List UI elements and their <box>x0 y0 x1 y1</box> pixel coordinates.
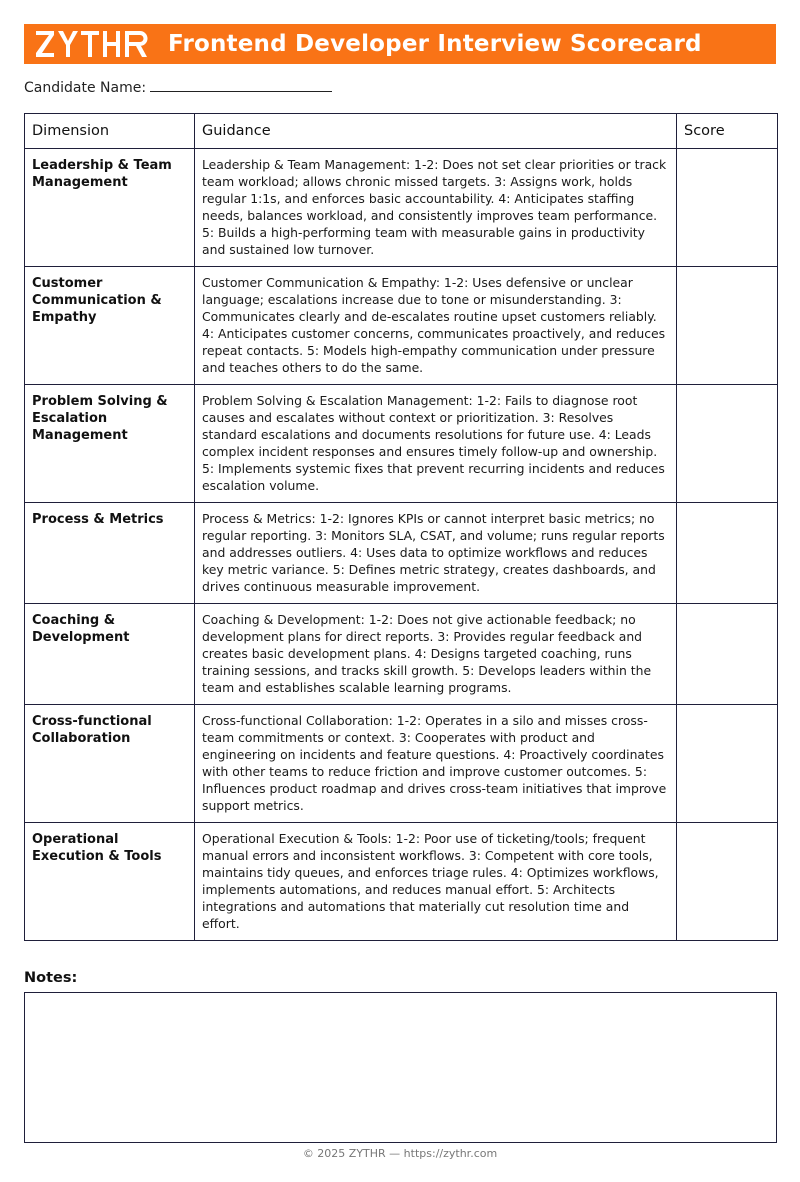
score-cell[interactable] <box>677 705 778 823</box>
table-row <box>25 385 778 503</box>
score-cell[interactable] <box>677 385 778 503</box>
zythr-logo <box>36 31 148 57</box>
score-cell[interactable] <box>677 604 778 705</box>
dimension-cell: Process & Metrics <box>25 503 195 604</box>
guidance-cell: Operational Execution & Tools: 1-2: Poor use of ticketing/tools; frequent manual errors and inconsistent workflows. 3: Competent with core tools, maintains tidy queues, and enforces triage rules. 4: Optimizes workflows, implements automations, and reduces manual effort. 5: Architects integrations and automations that materially cut resolution time and effort. <box>195 823 677 941</box>
candidate-name-field <box>24 77 332 96</box>
scorecard-table <box>24 113 778 941</box>
guidance-cell: Process & Metrics: 1-2: Ignores KPIs or cannot interpret basic metrics; no regular reporting. 3: Monitors SLA, CSAT, and volume; runs regular reports and addresses outliers. 4: Uses data to optimize workflows and reduces key metric variance. 5: Defines metric strategy, creates dashboards, and drives continuous measurable improvement. <box>195 503 677 604</box>
footer-copyright: © 2025 ZYTHR — https://zythr.com <box>302 1147 498 1160</box>
zythr-logo-mark <box>36 31 148 57</box>
guidance-cell: Cross-functional Collaboration: 1-2: Operates in a silo and misses cross-team commitments or context. 3: Cooperates with product and engineering on incidents and feature questions. 4: Proactively coordinates with other teams to reduce friction and improve customer outcomes. 5: Influences product roadmap and drives cross-team initiatives that improve support metrics. <box>195 705 677 823</box>
guidance-cell: Problem Solving & Escalation Management: 1-2: Fails to diagnose root causes and escalates without context or prioritization. 3: Resolves standard escalations and documents resolutions for future use. 4: Leads complex incident responses and ensures timely follow-up and ownership. 5: Implements systemic fixes that prevent recurring incidents and reduces escalation volume. <box>195 385 677 503</box>
dimension-cell: Customer Communication & Empathy <box>25 267 195 385</box>
table-header-row <box>25 114 778 149</box>
guidance-cell: Customer Communication & Empathy: 1-2: Uses defensive or unclear language; escalations increase due to tone or misunderstanding. 3: Communicates clearly and de-escalates routine upset customers reliably. 4: Anticipates customer concerns, communicates proactively, and reduces repeat contacts. 5: Models high-empathy communication under pressure and teaches others to do the same. <box>195 267 677 385</box>
column-header-guidance: Guidance <box>195 114 677 149</box>
column-header-score: Score <box>677 114 778 149</box>
score-cell[interactable] <box>677 823 778 941</box>
score-cell[interactable] <box>677 149 778 267</box>
score-cell[interactable] <box>677 503 778 604</box>
column-header-dimension: Dimension <box>25 114 195 149</box>
score-cell[interactable] <box>677 267 778 385</box>
table-row <box>25 267 778 385</box>
notes-label: Notes: <box>24 970 78 986</box>
dimension-cell: Leadership & Team Management <box>25 149 195 267</box>
dimension-cell: Coaching & Development <box>25 604 195 705</box>
dimension-cell: Problem Solving & Escalation Management <box>25 385 195 503</box>
page-title: Frontend Developer Interview Scorecard <box>168 31 702 57</box>
candidate-name-label: Candidate Name: <box>24 80 147 96</box>
header-banner <box>24 24 776 64</box>
table-row <box>25 149 778 267</box>
guidance-cell: Leadership & Team Management: 1-2: Does not set clear priorities or track team workload; allows chronic missed targets. 3: Assigns work, holds regular 1:1s, and enforces basic accountability. 4: Anticipates staffing needs, balances workload, and consistently improves team performance. 5: Builds a high-performing team with measurable gains in productivity and sustained low turnover. <box>195 149 677 267</box>
table-row <box>25 604 778 705</box>
candidate-name-line[interactable] <box>150 77 332 92</box>
table-row <box>25 503 778 604</box>
guidance-cell: Coaching & Development: 1-2: Does not give actionable feedback; no development plans for direct reports. 3: Provides regular feedback and creates basic development plans. 4: Designs targeted coaching, runs training sessions, and tracks skill growth. 5: Develops leaders within the team and establishes scalable learning programs. <box>195 604 677 705</box>
dimension-cell: Operational Execution & Tools <box>25 823 195 941</box>
table-row <box>25 705 778 823</box>
dimension-cell: Cross-functional Collaboration <box>25 705 195 823</box>
table-row <box>25 823 778 941</box>
notes-box[interactable] <box>24 992 777 1143</box>
